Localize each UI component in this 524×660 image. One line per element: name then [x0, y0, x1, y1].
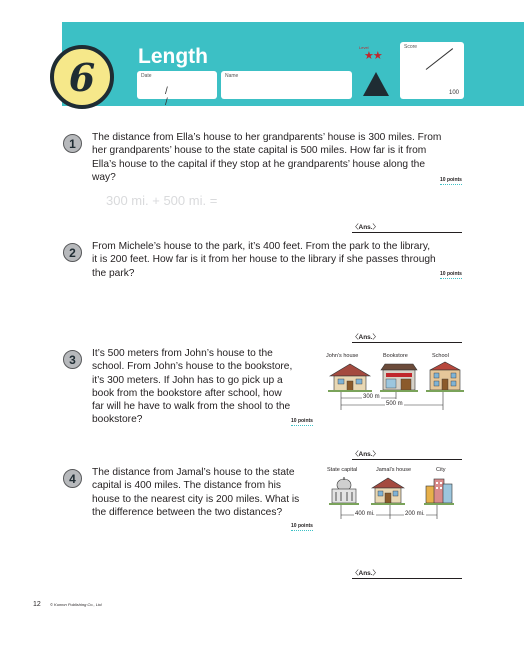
points-badge-1: 10 points [440, 177, 462, 183]
level-label: Level [359, 45, 369, 50]
question-2-line: it is 200 feet. How far is it from her house to the library if she passes through [92, 254, 436, 266]
score-label: Score [404, 44, 418, 50]
place-label: School [432, 353, 449, 359]
city-icon [424, 476, 454, 505]
answer-label-4: 〈Ans.〉 [352, 570, 380, 577]
question-text-2 [92, 240, 436, 280]
question-4-line: The distance from Jamal’s house to the state [92, 467, 295, 478]
question-4-line: the difference between the two distances? [92, 506, 283, 518]
points-badge-3: 10 points [291, 418, 313, 424]
question-3-line: school. From John’s house to the bookstore, [92, 361, 293, 373]
date-slashes: / / [165, 86, 186, 108]
name-field[interactable] [221, 71, 352, 99]
question-2-line: the park? [92, 267, 135, 279]
date-field[interactable] [137, 71, 217, 108]
question-1-line: Ella’s house to the capital if they stop at he grandparents’ house along the [92, 158, 426, 170]
school-icon [426, 360, 464, 392]
lesson-number: 6 [68, 54, 96, 100]
house-icon [371, 476, 405, 505]
question-3-line: It’s 500 meters from John’s house to the [92, 348, 273, 359]
question-1-line: her grandparents’ house to the state capital is 500 miles. How far is it from [92, 145, 427, 157]
answer-line-4[interactable] [352, 578, 462, 579]
question-4-line: house to the nearest city is 200 miles. What is [92, 493, 300, 505]
answer-line-3[interactable] [352, 459, 462, 460]
question-number-2: 2 [63, 243, 82, 262]
place-label: City [436, 467, 446, 473]
answer-line-2[interactable] [352, 342, 462, 343]
name-label: Name [225, 73, 239, 79]
house-icon [328, 362, 372, 392]
answer-line-1[interactable] [352, 232, 462, 233]
question-3-line: it’s 300 meters. If John has to go pick up a [92, 374, 283, 386]
question-3-line: book from the bookstore after school, how [92, 387, 282, 399]
question-text-3 [92, 347, 292, 427]
page-title: Length [138, 45, 208, 68]
question-text-4 [92, 466, 299, 519]
distance-label: 400 mi. [355, 511, 375, 517]
score-divider [426, 48, 453, 70]
distance-label: 300 m [363, 394, 380, 400]
score-max: 100 [448, 90, 459, 96]
date-label: Date [141, 73, 152, 79]
difficulty-triangle-icon [363, 72, 389, 96]
answer-label-2: 〈Ans.〉 [352, 334, 380, 341]
question-number-4: 4 [63, 469, 82, 488]
capitol-icon [329, 477, 359, 505]
place-label: John’s house [326, 353, 359, 359]
guide-expression: 300 mi. + 500 mi. = [106, 193, 218, 208]
question-number-1: 1 [63, 134, 82, 153]
points-badge-2: 10 points [440, 271, 462, 277]
question-3-line: bookstore? [92, 414, 143, 426]
question-1-line: The distance from Ella’s house to her grandparents’ house is 300 miles. From [92, 132, 442, 143]
question-4-line: capital is 400 miles. The distance from his [92, 480, 281, 492]
place-label: State capital [327, 467, 358, 473]
points-badge-4: 10 points [291, 523, 313, 529]
difficulty-stars-icon: ★★ [364, 50, 382, 62]
question-number-3: 3 [63, 350, 82, 369]
lesson-number-badge [50, 45, 114, 109]
place-label: Bookstore [383, 353, 408, 359]
bookstore-icon [380, 362, 418, 392]
answer-label-1: 〈Ans.〉 [352, 224, 380, 231]
question-2-line: From Michele’s house to the park, it’s 400 feet. From the park to the library, [92, 241, 431, 252]
question-text-1 [92, 131, 441, 184]
answer-label-3: 〈Ans.〉 [352, 451, 380, 458]
distance-label: 500 m [386, 401, 403, 407]
copyright: © Kumon Publishing Co., Ltd. [50, 602, 103, 607]
page-number: 12 [33, 601, 41, 608]
distance-label: 200 mi. [405, 511, 425, 517]
question-3-line: far will he have to walk from the shool to the [92, 401, 291, 413]
score-field[interactable] [400, 42, 464, 99]
question-1-line: way? [92, 171, 116, 183]
place-label: Jamal’s house [376, 467, 412, 473]
